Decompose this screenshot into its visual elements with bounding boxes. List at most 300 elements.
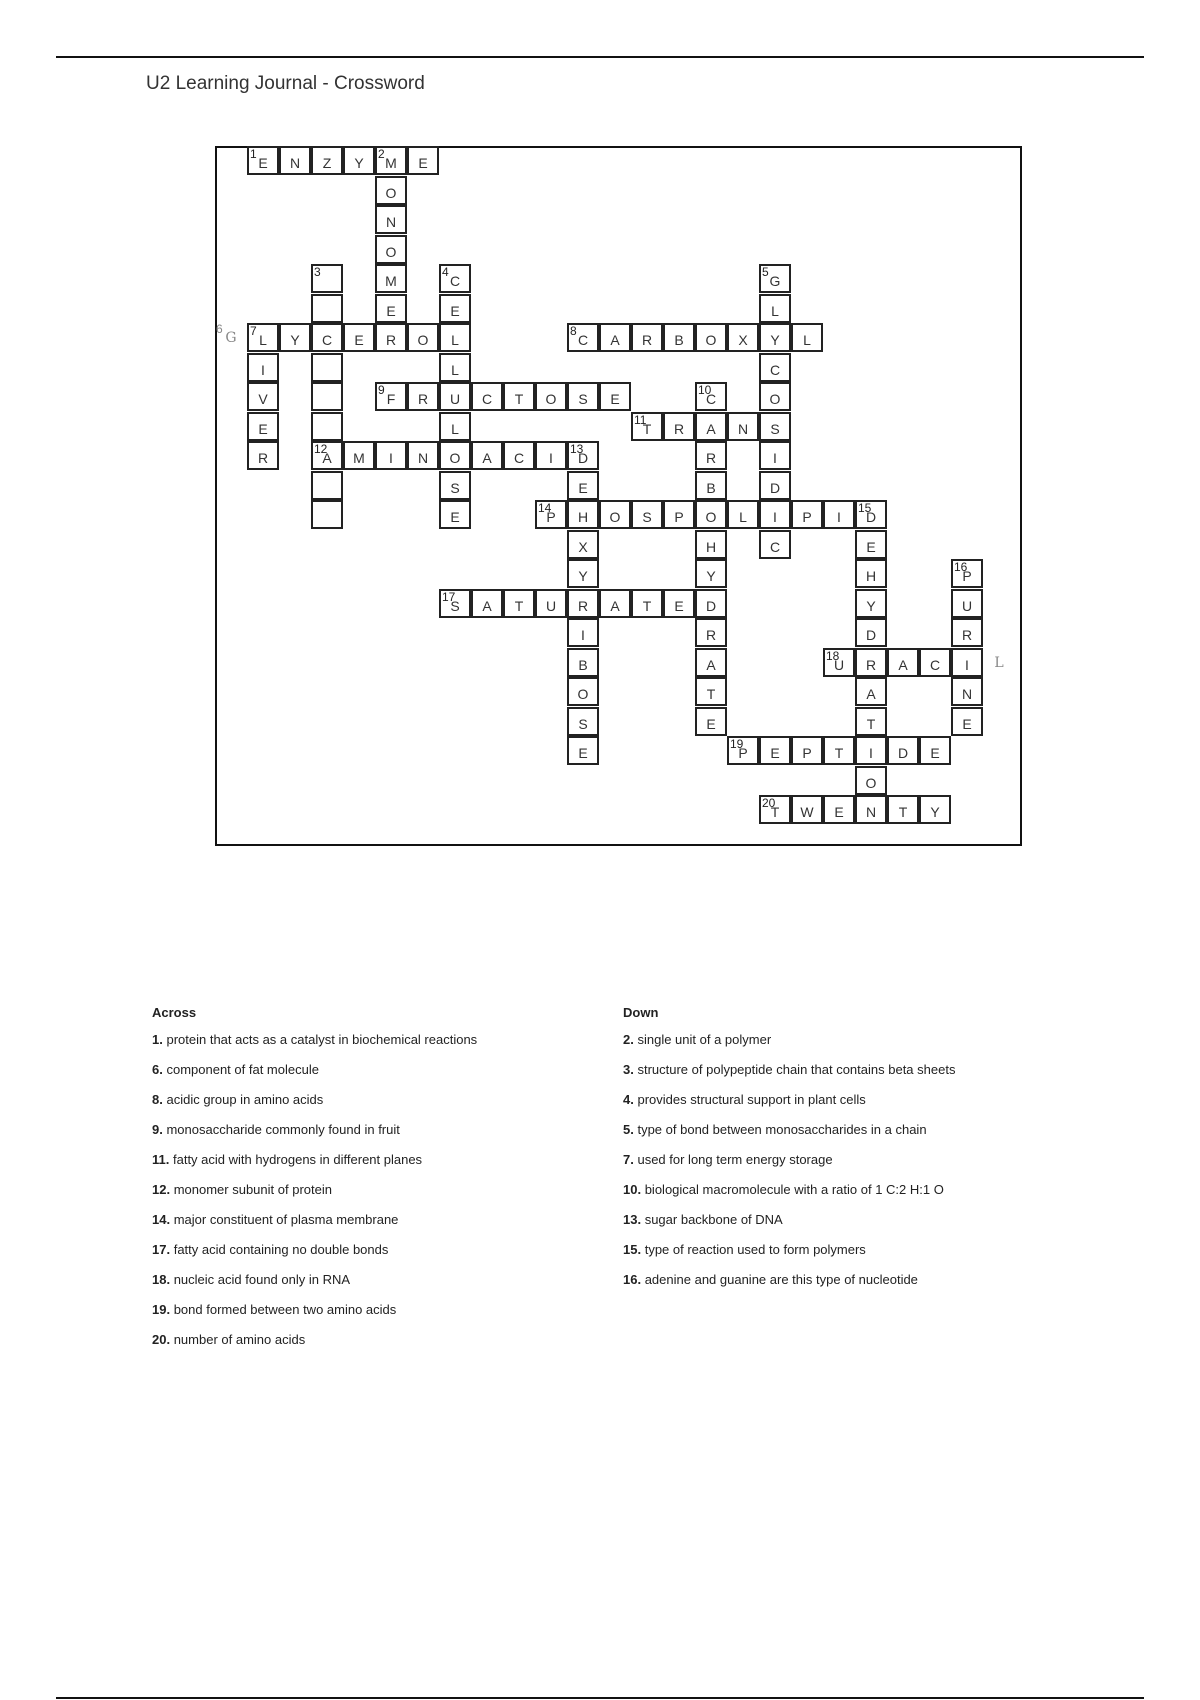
grid-cell[interactable]: [759, 795, 791, 824]
grid-cell[interactable]: [439, 441, 471, 470]
across-heading: Across: [152, 1005, 197, 1020]
grid-cell[interactable]: [663, 500, 695, 529]
grid-cell[interactable]: [439, 412, 471, 441]
grid-cell[interactable]: [471, 589, 503, 618]
grid-cell[interactable]: [311, 264, 343, 293]
clue-text: sugar backbone of DNA: [644, 1212, 783, 1227]
cell-letter: D: [897, 745, 909, 761]
grid-cell[interactable]: [855, 618, 887, 647]
grid-cell[interactable]: [567, 589, 599, 618]
grid-cell[interactable]: [279, 146, 311, 175]
cell-letter: R: [577, 597, 589, 614]
grid-cell[interactable]: [791, 323, 823, 352]
clue-num: 19.: [152, 1302, 171, 1317]
cell-letter: D: [577, 450, 589, 466]
grid-cell[interactable]: [759, 323, 791, 352]
clue-text: monosaccharide commonly found in fruit: [166, 1122, 400, 1137]
cell-letter: I: [261, 361, 265, 378]
grid-cell[interactable]: [855, 795, 887, 824]
cell-letter: B: [674, 332, 684, 348]
cell-letter: R: [705, 627, 717, 643]
cell-letter: L: [994, 654, 1004, 671]
grid-cell[interactable]: [567, 736, 599, 765]
grid-cell[interactable]: [567, 618, 599, 647]
cell-letter: A: [482, 597, 492, 614]
grid-cell[interactable]: [567, 323, 599, 352]
cell-letter: H: [705, 538, 717, 555]
grid-cell[interactable]: [375, 382, 407, 411]
clue-text: biological macromolecule with a ratio of 1 C:2 H:1 O: [644, 1182, 944, 1197]
grid-cell[interactable]: [631, 589, 663, 618]
clue-num: 16.: [623, 1272, 642, 1287]
grid-cell[interactable]: [439, 500, 471, 529]
grid-cell[interactable]: [311, 412, 343, 441]
across-clue: [152, 1242, 592, 1272]
across-clue: [152, 1152, 592, 1182]
clue-text: type of bond between monosaccharides in a chain: [637, 1122, 927, 1137]
across-clue-list: [152, 1032, 592, 1362]
cell-letter: L: [739, 509, 747, 525]
grid-cell[interactable]: [407, 146, 439, 175]
grid-cell[interactable]: [631, 323, 663, 352]
grid-cell[interactable]: [535, 500, 567, 529]
grid-cell[interactable]: [375, 205, 407, 234]
grid-cell[interactable]: [375, 146, 407, 175]
cell-letter: P: [802, 509, 812, 525]
grid-cell[interactable]: [343, 323, 375, 352]
cell-letter: T: [706, 686, 716, 702]
grid-cell[interactable]: [407, 323, 439, 352]
clue-num: 5.: [623, 1122, 634, 1137]
cell-letter: L: [771, 302, 779, 319]
grid-cell[interactable]: [567, 707, 599, 736]
grid-cell[interactable]: [791, 795, 823, 824]
cell-letter: P: [546, 509, 556, 525]
grid-cell[interactable]: [247, 441, 279, 470]
cell-letter: O: [577, 686, 589, 702]
clue-number: 12: [314, 442, 328, 456]
clue-num: 6.: [152, 1062, 163, 1077]
grid-cell[interactable]: [887, 648, 919, 677]
cell-letter: T: [898, 804, 908, 820]
cell-letter: G: [769, 273, 781, 289]
grid-cell[interactable]: [631, 412, 663, 441]
clue-number: 6: [216, 322, 223, 336]
cell-letter: R: [673, 420, 685, 437]
grid-cell[interactable]: [567, 559, 599, 588]
cell-letter: A: [482, 450, 492, 466]
cell-letter: O: [449, 450, 461, 466]
grid-cell[interactable]: [247, 353, 279, 382]
cell-letter: H: [865, 568, 877, 584]
grid-cell[interactable]: [695, 707, 727, 736]
cell-letter: E: [962, 715, 972, 732]
cell-letter: E: [450, 302, 460, 319]
cell-letter: U: [961, 597, 973, 614]
grid-cell[interactable]: [695, 323, 727, 352]
cell-letter: V: [258, 391, 268, 407]
clue-text: type of reaction used to form polymers: [644, 1242, 866, 1257]
across-clue: [152, 1182, 592, 1212]
down-clues: [623, 1005, 1063, 1302]
grid-cell[interactable]: [951, 677, 983, 706]
across-clue: [152, 1062, 592, 1092]
grid-cell[interactable]: [439, 589, 471, 618]
cell-letter: I: [869, 745, 873, 761]
grid-cell[interactable]: [695, 530, 727, 559]
cell-letter: L: [451, 361, 459, 378]
cell-letter: C: [769, 538, 781, 555]
clue-text: nucleic acid found only in RNA: [173, 1272, 351, 1287]
grid-cell[interactable]: [855, 707, 887, 736]
grid-cell[interactable]: [439, 323, 471, 352]
grid-cell[interactable]: [855, 677, 887, 706]
grid-cell[interactable]: [503, 382, 535, 411]
grid-cell[interactable]: [759, 471, 791, 500]
cell-letter: E: [706, 715, 716, 732]
cell-letter: E: [354, 332, 364, 348]
down-clue: [623, 1032, 1063, 1062]
clue-number: 11: [634, 412, 647, 427]
cell-letter: A: [610, 597, 620, 614]
down-clue: [623, 1062, 1063, 1092]
cell-letter: X: [578, 538, 588, 555]
clue-text: provides structural support in plant cells: [637, 1092, 866, 1107]
clue-text: number of amino acids: [173, 1332, 306, 1347]
grid-cell[interactable]: [375, 294, 407, 323]
cell-letter: I: [773, 450, 777, 466]
grid-cell[interactable]: [407, 441, 439, 470]
grid-cell[interactable]: [919, 736, 951, 765]
grid-cell[interactable]: [727, 736, 759, 765]
cell-letter: N: [865, 804, 877, 820]
grid-cell[interactable]: [311, 382, 343, 411]
grid-cell[interactable]: [695, 382, 727, 411]
grid-cell[interactable]: [599, 500, 631, 529]
grid-cell[interactable]: [535, 382, 567, 411]
grid-cell[interactable]: [695, 589, 727, 618]
cell-letter: E: [418, 155, 428, 171]
grid-cell[interactable]: [599, 589, 631, 618]
grid-cell[interactable]: [727, 500, 759, 529]
cell-letter: E: [578, 745, 588, 761]
cell-letter: D: [865, 627, 877, 643]
cell-letter: C: [449, 273, 461, 289]
grid-cell[interactable]: [375, 235, 407, 264]
down-clue: [623, 1182, 1063, 1212]
cell-letter: R: [705, 450, 717, 466]
clue-num: 2.: [623, 1032, 634, 1047]
cell-letter: I: [389, 450, 393, 466]
grid-cell[interactable]: [535, 441, 567, 470]
grid-cell[interactable]: [343, 441, 375, 470]
cell-letter: M: [353, 450, 365, 466]
clue-text: acidic group in amino acids: [166, 1092, 324, 1107]
grid-cell[interactable]: [919, 648, 951, 677]
grid-cell[interactable]: [567, 677, 599, 706]
cell-letter: T: [866, 715, 876, 732]
clue-number: 15: [858, 501, 872, 515]
cell-letter: Z: [322, 155, 332, 171]
cell-letter: U: [833, 656, 845, 673]
clue-num: 1.: [152, 1032, 163, 1047]
cell-letter: N: [737, 420, 749, 437]
cell-letter: A: [706, 656, 716, 673]
down-clue: [623, 1152, 1063, 1182]
grid-cell[interactable]: [631, 500, 663, 529]
cell-letter: U: [449, 391, 461, 407]
clue-text: adenine and guanine are this type of nucleotide: [644, 1272, 918, 1287]
clue-num: 15.: [623, 1242, 642, 1257]
cell-letter: R: [417, 391, 429, 407]
cell-letter: R: [385, 332, 397, 348]
grid-cell[interactable]: [951, 559, 983, 588]
grid-cell[interactable]: [375, 176, 407, 205]
grid-cell[interactable]: [951, 707, 983, 736]
grid-cell[interactable]: [759, 294, 791, 323]
clue-number: 20: [762, 796, 776, 810]
grid-cell[interactable]: [695, 559, 727, 588]
grid-cell[interactable]: [311, 146, 343, 175]
cell-letter: S: [642, 509, 652, 525]
clue-num: 7.: [623, 1152, 634, 1167]
grid-cell[interactable]: [247, 412, 279, 441]
grid-cell[interactable]: [951, 618, 983, 647]
cell-letter: D: [865, 509, 877, 525]
grid-cell[interactable]: [695, 441, 727, 470]
cell-letter: S: [450, 479, 460, 496]
cell-letter: C: [481, 391, 493, 407]
clue-num: 10.: [623, 1182, 642, 1197]
cell-letter: O: [865, 774, 877, 791]
clue-number: 16: [954, 560, 968, 574]
grid-cell[interactable]: [503, 441, 535, 470]
cell-letter: Y: [290, 332, 300, 348]
grid-cell[interactable]: [439, 382, 471, 411]
grid-cell[interactable]: [247, 323, 279, 352]
grid-cell[interactable]: [759, 736, 791, 765]
clue-number: 8: [570, 324, 577, 338]
cell-letter: I: [965, 656, 969, 673]
cell-letter: C: [929, 656, 941, 673]
grid-cell[interactable]: [439, 471, 471, 500]
grid-cell[interactable]: [855, 648, 887, 677]
clue-text: single unit of a polymer: [637, 1032, 772, 1047]
grid-cell[interactable]: [791, 736, 823, 765]
grid-cell[interactable]: [759, 500, 791, 529]
cell-letter: P: [738, 745, 748, 761]
grid-cell[interactable]: [951, 589, 983, 618]
grid-cell[interactable]: [855, 559, 887, 588]
cell-letter: L: [451, 420, 459, 437]
grid-cell[interactable]: [439, 353, 471, 382]
grid-cell[interactable]: [663, 412, 695, 441]
clue-text: component of fat molecule: [166, 1062, 319, 1077]
cell-letter: A: [898, 656, 908, 673]
grid-cell[interactable]: [663, 589, 695, 618]
page-title: U2 Learning Journal - Crossword: [146, 73, 425, 94]
cell-letter: I: [581, 627, 585, 643]
clue-number: 2: [378, 147, 385, 161]
cell-letter: O: [545, 391, 557, 407]
grid-cell[interactable]: [375, 264, 407, 293]
cell-letter: D: [705, 597, 717, 614]
grid-cell[interactable]: [247, 382, 279, 411]
clue-number: 10: [698, 383, 712, 397]
cell-letter: T: [642, 420, 652, 437]
grid-cell[interactable]: [855, 766, 887, 795]
clue-number: 9: [378, 383, 385, 397]
grid-cell[interactable]: [567, 382, 599, 411]
clue-number: 1: [250, 147, 257, 161]
grid-cell[interactable]: [695, 648, 727, 677]
clue-number: 18: [826, 648, 840, 663]
grid-cell[interactable]: [695, 471, 727, 500]
grid-cell[interactable]: [823, 500, 855, 529]
cell-letter: O: [705, 509, 717, 525]
grid-cell[interactable]: [471, 441, 503, 470]
grid-cell[interactable]: [695, 412, 727, 441]
down-clue: [623, 1272, 1063, 1302]
grid-cell[interactable]: [919, 795, 951, 824]
grid-cell[interactable]: [439, 264, 471, 293]
cell-letter: D: [769, 479, 781, 496]
grid-cell[interactable]: [887, 736, 919, 765]
cell-letter: S: [578, 715, 588, 732]
bottom-rule: [56, 1697, 1144, 1699]
grid-cell[interactable]: [983, 648, 1015, 677]
cell-letter: Y: [770, 332, 780, 348]
across-clue: [152, 1272, 592, 1302]
grid-cell[interactable]: [439, 294, 471, 323]
grid-cell[interactable]: [343, 146, 375, 175]
cell-letter: E: [866, 538, 876, 555]
grid-cell[interactable]: [407, 382, 439, 411]
across-clue: [152, 1092, 592, 1122]
clue-num: 14.: [152, 1212, 171, 1227]
cell-letter: T: [834, 745, 844, 761]
cell-letter: S: [578, 391, 588, 407]
clue-text: used for long term energy storage: [637, 1152, 833, 1167]
grid-cell[interactable]: [759, 264, 791, 293]
grid-cell[interactable]: [599, 323, 631, 352]
grid-cell[interactable]: [695, 500, 727, 529]
cell-letter: N: [289, 155, 301, 171]
clue-text: major constituent of plasma membrane: [173, 1212, 399, 1227]
grid-cell[interactable]: [727, 412, 759, 441]
clue-text: monomer subunit of protein: [173, 1182, 332, 1197]
clue-num: 12.: [152, 1182, 171, 1197]
grid-cell[interactable]: [311, 441, 343, 470]
grid-cell[interactable]: [503, 589, 535, 618]
grid-cell[interactable]: [663, 323, 695, 352]
cell-letter: O: [705, 332, 717, 348]
grid-cell[interactable]: [567, 648, 599, 677]
grid-cell[interactable]: [311, 353, 343, 382]
cell-letter: W: [800, 804, 814, 820]
grid-cell[interactable]: [855, 500, 887, 529]
grid-cell[interactable]: [279, 323, 311, 352]
grid-cell[interactable]: [375, 323, 407, 352]
grid-cell[interactable]: [471, 382, 503, 411]
across-clue: [152, 1032, 592, 1062]
grid-cell[interactable]: [567, 500, 599, 529]
clue-num: 11.: [152, 1152, 170, 1167]
cell-letter: S: [770, 420, 780, 437]
grid-cell[interactable]: [567, 471, 599, 500]
grid-cell[interactable]: [823, 795, 855, 824]
cell-letter: U: [545, 597, 557, 614]
down-clue: [623, 1122, 1063, 1152]
grid-cell[interactable]: [855, 530, 887, 559]
clue-number: 3: [314, 265, 321, 279]
clue-text: fatty acid containing no double bonds: [173, 1242, 389, 1257]
cell-letter: B: [706, 479, 716, 496]
grid-cell[interactable]: [311, 471, 343, 500]
grid-cell[interactable]: [215, 323, 247, 352]
clue-number: 19: [730, 737, 744, 751]
cell-letter: A: [610, 332, 620, 348]
grid-cell[interactable]: [887, 795, 919, 824]
cell-letter: R: [961, 627, 973, 643]
clue-num: 18.: [152, 1272, 171, 1287]
cell-letter: N: [417, 450, 429, 466]
clue-text: bond formed between two amino acids: [173, 1302, 397, 1317]
grid-cell[interactable]: [695, 677, 727, 706]
cell-letter: Y: [706, 568, 716, 584]
cell-letter: P: [802, 745, 812, 761]
grid-cell[interactable]: [759, 530, 791, 559]
grid-cell[interactable]: [599, 382, 631, 411]
cell-letter: T: [514, 597, 524, 614]
grid-cell[interactable]: [567, 441, 599, 470]
grid-cell[interactable]: [567, 530, 599, 559]
grid-cell[interactable]: [695, 618, 727, 647]
clue-number: 7: [250, 324, 257, 338]
grid-cell[interactable]: [759, 441, 791, 470]
clue-num: 9.: [152, 1122, 163, 1137]
cell-letter: Y: [354, 155, 364, 171]
grid-cell[interactable]: [823, 736, 855, 765]
grid-cell[interactable]: [247, 146, 279, 175]
down-clue: [623, 1242, 1063, 1272]
grid-cell[interactable]: [855, 736, 887, 765]
grid-cell[interactable]: [759, 353, 791, 382]
cell-letter: M: [385, 273, 397, 289]
grid-cell[interactable]: [311, 500, 343, 529]
cell-letter: E: [674, 597, 684, 614]
grid-cell[interactable]: [759, 412, 791, 441]
cell-letter: A: [866, 686, 876, 702]
grid-cell[interactable]: [823, 648, 855, 677]
grid-cell[interactable]: [759, 382, 791, 411]
grid-cell[interactable]: [311, 323, 343, 352]
grid-cell[interactable]: [311, 294, 343, 323]
cell-letter: Y: [866, 597, 876, 614]
cell-letter: C: [577, 332, 589, 348]
grid-cell[interactable]: [535, 589, 567, 618]
grid-cell[interactable]: [855, 589, 887, 618]
grid-cell[interactable]: [375, 441, 407, 470]
cell-letter: I: [837, 509, 841, 525]
grid-cell[interactable]: [951, 648, 983, 677]
cell-letter: E: [610, 391, 620, 407]
clue-text: protein that acts as a catalyst in biochemical reactions: [166, 1032, 478, 1047]
grid-cell[interactable]: [791, 500, 823, 529]
clue-num: 3.: [623, 1062, 634, 1077]
grid-cell[interactable]: [727, 323, 759, 352]
cell-letter: E: [258, 420, 268, 437]
